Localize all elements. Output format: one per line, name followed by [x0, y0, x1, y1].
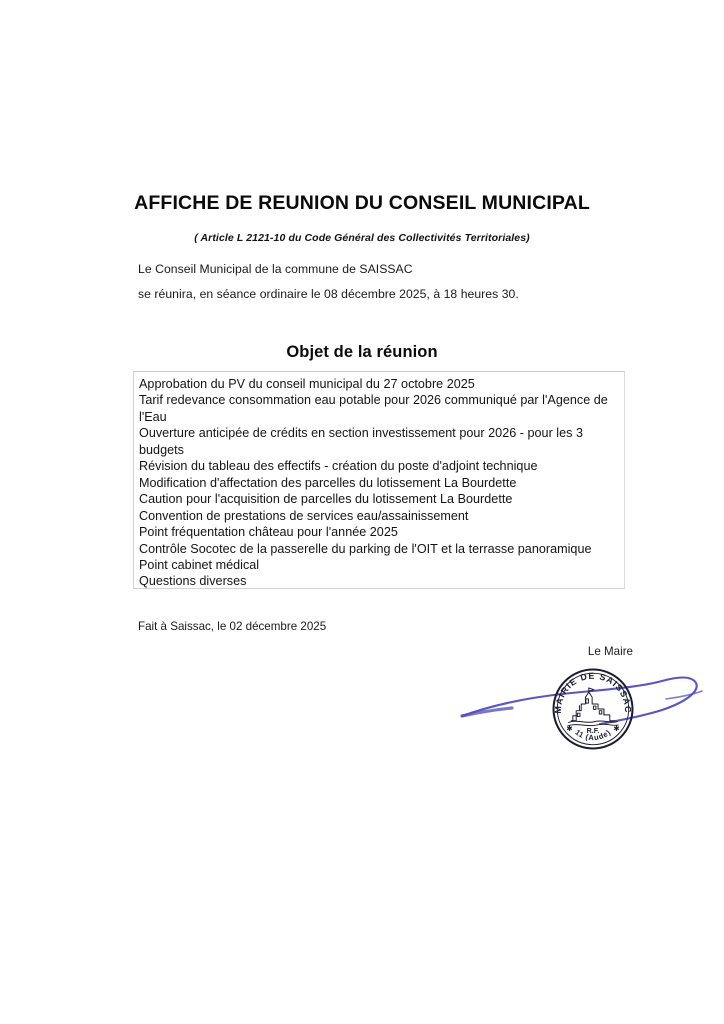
agenda-heading: Objet de la réunion [286, 343, 438, 361]
stamp-star-left-icon: ✱ [566, 723, 573, 733]
agenda-box [133, 371, 625, 589]
castle-emblem-icon [568, 688, 618, 726]
place-and-date: Fait à Saissac, le 02 décembre 2025 [138, 620, 327, 633]
intro-line-session-datetime: se réunira, en séance ordinaire le 08 décembre 2025, à 18 heures 30. [138, 287, 519, 301]
agenda-item: Révision du tableau des effectifs - création du poste d'adjoint technique [139, 459, 538, 474]
agenda-item: Convention de prestations de services eau/assainissement [139, 508, 469, 523]
intro-line-council: Le Conseil Municipal de la commune de SAISSAC [138, 262, 413, 276]
stamp-star-right-icon: ✱ [613, 723, 620, 733]
agenda-item: Caution pour l'acquisition de parcelles du lotissement La Bourdette [139, 492, 513, 507]
agenda-item: Contrôle Socotec de la passerelle du parking de l'OIT et la terrasse panoramique [139, 541, 592, 556]
agenda-item: Point cabinet médical [139, 557, 260, 572]
stamp-republic-text: R.F. [586, 726, 600, 735]
stamp-arc-text: MAIRIE DE SAISSAC [552, 670, 634, 714]
agenda-item: Tarif redevance consommation eau potable pour 2026 communiqué par l'Agence de l'Eau [139, 393, 608, 424]
agenda-item: Modification d'affectation des parcelles du lotissement La Bourdette [139, 475, 517, 490]
signatory-title: Le Maire [587, 645, 633, 658]
agenda-item: Point fréquentation château pour l'année 2025 [139, 525, 398, 540]
legal-reference-subtitle: ( Article L 2121-10 du Code Général des Collectivités Territoriales) [194, 232, 530, 244]
agenda-item: Approbation du PV du conseil municipal du 27 octobre 2025 [139, 377, 475, 391]
official-stamp [551, 667, 635, 751]
agenda-item: Ouverture anticipée de crédits en section investissement pour 2026 - pour les 3 budgets [139, 426, 584, 457]
agenda-item: Questions diverses [139, 574, 247, 589]
page-title: AFFICHE DE REUNION DU CONSEIL MUNICIPAL [134, 192, 590, 214]
stamp-department-text: 11 (Aude) [573, 727, 613, 743]
